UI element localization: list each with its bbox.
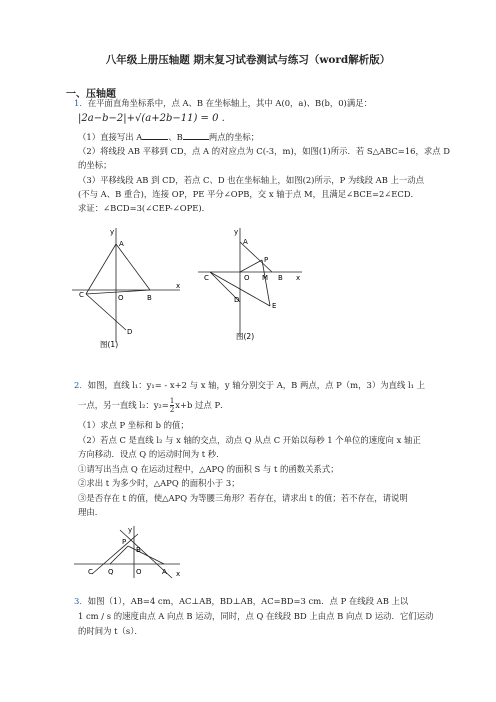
- q3-line2: 1 cm / s 的速度由点 A 向点 B 运动，同时，点 Q 在线段 BD 上由点 B 向点 D 运动．它们运动: [78, 611, 434, 621]
- q1-text: 在平面直角坐标系中，点 A、B 在坐标轴上，其中 A(0，a)、B(b，0)满足：: [87, 98, 372, 108]
- fig3-p-label: P: [122, 538, 127, 546]
- fig2-e-label: E: [272, 302, 277, 310]
- q1-part3c: 求证：∠BCD=3(∠CEP-∠OPE)．: [78, 203, 211, 213]
- figure-2: [196, 224, 306, 350]
- q1-part1: [78, 131, 259, 143]
- fig3-b-label: B: [136, 546, 141, 554]
- q2-sub1: ①请写出当点 Q 在运动过程中，△APQ 的面积 S 与 t 的函数关系式；: [78, 464, 339, 474]
- fig1-caption: 图(1): [100, 340, 119, 349]
- q2-frac-bottom: 2: [169, 406, 175, 414]
- fig1-x-label: x: [176, 282, 181, 290]
- q2-frac-top: 1: [169, 397, 175, 405]
- q3-intro: [74, 596, 408, 607]
- q2-part2: （2）若点 C 是直线 l₂ 与 x 轴的交点，动点 Q 从点 C 开始以每秒 1 个单位的速度向 x 轴正: [78, 435, 421, 445]
- q1-blank-b: [183, 131, 209, 140]
- q2-number: 2．: [74, 380, 88, 390]
- figure-1: [72, 224, 184, 350]
- q1-blank-a: [142, 131, 168, 140]
- q2-line2: [78, 397, 228, 414]
- q2-line2-b: x+b 过点 P．: [175, 400, 229, 410]
- q2-intro: [74, 380, 425, 391]
- fig2-a-label: A: [243, 238, 248, 246]
- q3-text: 如图（1），AB=4 cm，AC⊥AB，BD⊥AB，AC=BD=3 cm．点 P 在线段 AB 上以: [87, 596, 409, 606]
- q1-part2b: 的坐标；: [78, 160, 112, 170]
- fig3-q-label: Q: [108, 568, 114, 576]
- fig3-x-label: x: [176, 570, 181, 578]
- figure-3: [72, 522, 184, 580]
- fig2-d-label: D: [234, 296, 240, 304]
- q1-part1-b: 、B: [168, 132, 183, 142]
- q2-text: 如图，直线 l₁：y₁= - x+2 与 x 轴，y 轴分别交于 A，B 两点，点 P（m，3）为直线 l₁ 上: [87, 380, 426, 390]
- q1-part2: （2）将线段 AB 平移到 CD，点 A 的对应点为 C(-3，m)，如图(1)所示．若 S△ABC=16，求点 D: [78, 146, 450, 156]
- q3-line3: 的时间为 t（s）．: [78, 626, 143, 636]
- q2-sub3: ③是否存在 t 的值，使△APQ 为等腰三角形？若存在，请求出 t 的值；若不存在，请说明: [78, 493, 408, 503]
- fig1-b-label: B: [147, 294, 152, 302]
- section-heading: 一、压轴题: [66, 89, 116, 100]
- fig3-c-label: C: [88, 568, 93, 576]
- fig2-x-label: x: [296, 274, 301, 282]
- q1-part3b: (不与 A、B 重合)，连接 OP，PE 平分∠OPB，交 x 轴于点 M，且满足∠BCE=2∠ECD．: [78, 189, 419, 199]
- fig3-o-label: O: [136, 568, 142, 576]
- fig1-o-label: O: [118, 294, 124, 302]
- q2-fraction: [170, 397, 174, 414]
- q1-part1-c: 两点的坐标；: [208, 132, 260, 142]
- q2-sub3b: 理由．: [78, 507, 104, 517]
- q2-sub2: ②求出 t 为多少时，△APQ 的面积小于 3；: [78, 478, 240, 488]
- fig2-caption: 图(2): [236, 332, 255, 341]
- fig3-a-label: A: [162, 568, 167, 576]
- q1-formula: |2a−b−2|+√(a+2b−11) = 0 .: [78, 113, 225, 124]
- fig1-c-label: C: [79, 291, 84, 299]
- q1-intro: [74, 98, 372, 109]
- page-title: 八年级上册压轴题 期末复习试卷测试与练习（word解析版）: [105, 54, 391, 66]
- fig2-m-label: M: [262, 274, 269, 282]
- fig1-a-label: A: [119, 240, 124, 248]
- fig2-y-label: y: [234, 228, 239, 236]
- q3-number: 3．: [74, 596, 88, 606]
- fig2-c-label: C: [204, 274, 209, 282]
- fig2-b-label: B: [278, 274, 283, 282]
- fig2-p-label: P: [264, 256, 269, 264]
- q2-part2b: 方向移动．设点 Q 的运动时间为 t 秒．: [78, 449, 225, 459]
- q2-line2-a: 一点，另一直线 l₂：y₂=: [78, 400, 169, 410]
- fig1-d-label: D: [127, 328, 133, 336]
- q2-part1: （1）求点 P 坐标和 b 的值；: [78, 420, 189, 430]
- fig1-y-label: y: [110, 228, 115, 236]
- q1-part1-text: （1）直接写出 A: [78, 132, 143, 142]
- fig3-y-label: y: [128, 526, 133, 534]
- q1-number: 1．: [74, 98, 88, 108]
- q1-part3: （3）平移线段 AB 到 CD，若点 C、D 也在坐标轴上，如图(2)所示，P 为线段 AB 上一动点: [78, 175, 425, 185]
- fig2-o-label: O: [244, 274, 250, 282]
